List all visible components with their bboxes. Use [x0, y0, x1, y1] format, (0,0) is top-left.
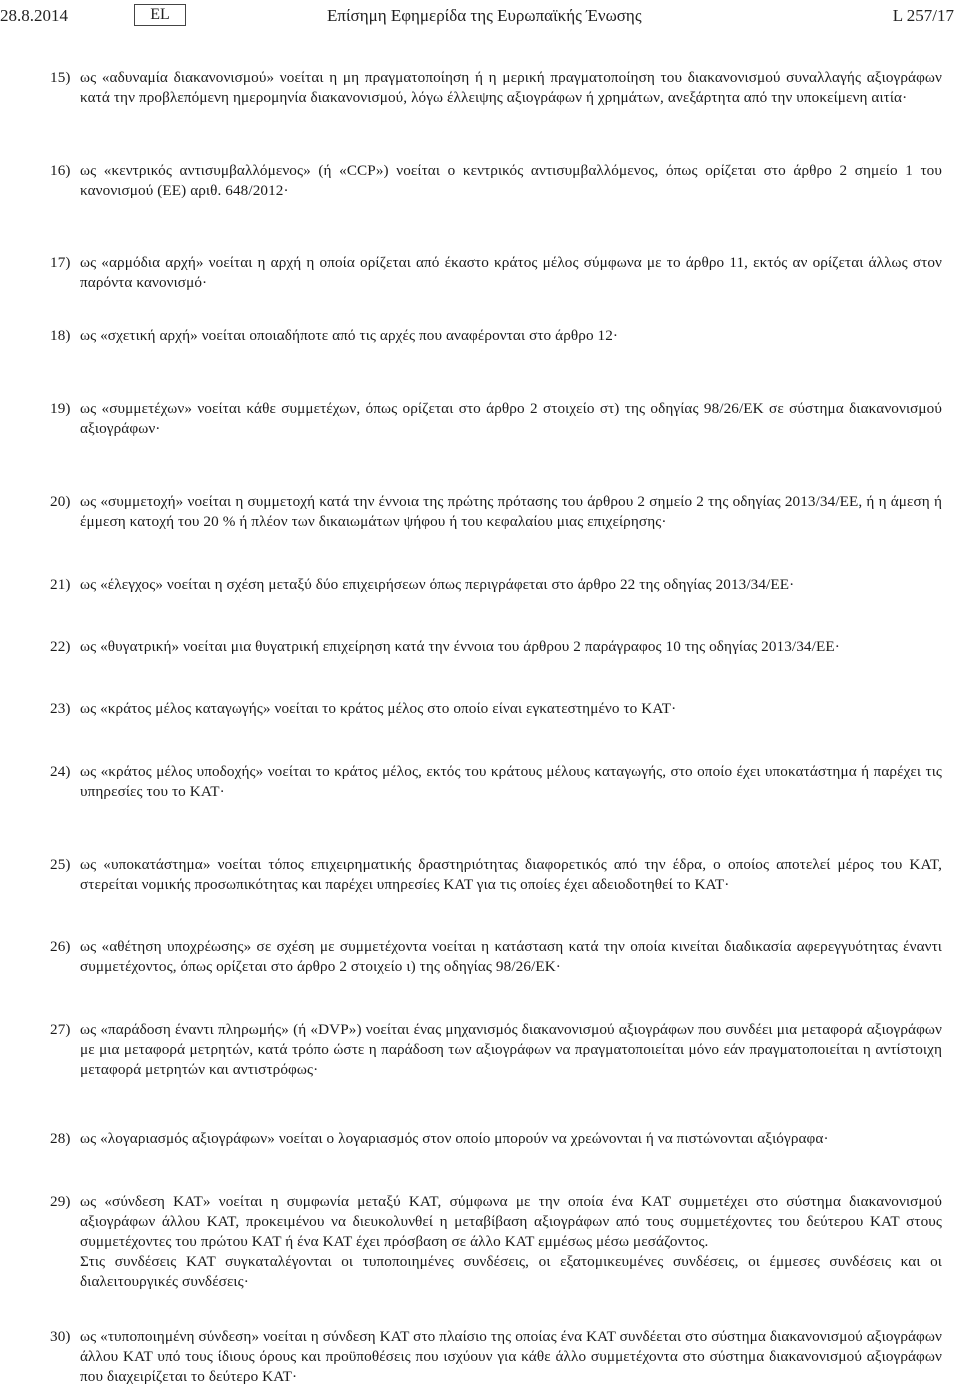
- definition-text: [80, 253, 942, 293]
- definition-number: 21): [50, 576, 71, 593]
- definition-number: 26): [50, 938, 71, 955]
- definition-item: [50, 399, 942, 439]
- definition-item: [50, 762, 942, 802]
- definition-text: [80, 326, 942, 346]
- definition-paragraph: ως «αθέτηση υποχρέωσης» σε σχέση με συμμετέχοντα νοείται η κατάσταση κατά την οποία κινείται διαδικασία αφερεγγυότητας έναντι συμμετέχοντος, όπως ορίζεται στο άρθρο 2 στοιχείο ι) της οδηγίας 98/26/ΕΚ·: [80, 938, 942, 975]
- definition-paragraph: ως «θυγατρική» νοείται μια θυγατρική επιχείρηση κατά την έννοια του άρθρου 2 παράγραφος 10 της οδηγίας 2013/34/ΕΕ·: [80, 638, 840, 655]
- definition-text: [80, 855, 942, 895]
- definition-item: [50, 161, 942, 201]
- definition-text: [80, 575, 942, 595]
- definition-text: [80, 492, 942, 532]
- publication-date: 28.8.2014: [0, 6, 68, 25]
- definition-number: 25): [50, 856, 71, 873]
- definition-item: [50, 1327, 942, 1387]
- definition-paragraph: ως «κράτος μέλος καταγωγής» νοείται το κράτος μέλος στο οποίο είναι εγκατεστημένο το ΚΑΤ·: [80, 700, 677, 717]
- definition-item: [50, 1020, 942, 1080]
- definition-text: [80, 1020, 942, 1080]
- definition-number: 24): [50, 763, 71, 780]
- definition-number: 15): [50, 69, 71, 86]
- definition-text: [80, 762, 942, 802]
- definition-number: 18): [50, 327, 71, 344]
- definition-text: [80, 1192, 942, 1292]
- definition-text: [80, 1129, 942, 1149]
- definition-paragraph: Στις συνδέσεις ΚΑΤ συγκαταλέγονται οι τυποποιημένες συνδέσεις, οι εξατομικευμένες συνδέσεις, οι έμμεσες συνδέσεις και οι διαλειτουργικές συνδέσεις·: [80, 1253, 942, 1290]
- language-badge: EL: [134, 4, 186, 26]
- definition-paragraph: ως «σχετική αρχή» νοείται οποιαδήποτε από τις αρχές που αναφέρονται στο άρθρο 12·: [80, 327, 619, 344]
- definition-paragraph: ως «τυποποιημένη σύνδεση» νοείται η σύνδεση ΚΑΤ στο πλαίσιο της οποίας ένα ΚΑΤ συνδέεται στο σύστημα διακανονισμού αξιογράφων άλλου ΚΑΤ υπό τους ίδιους όρους και προϋποθέσεις που ισχύουν για κάθε άλλο συμμετέχοντα στο σύστημα διακανονισμού αξιογράφων που διαχειρίζεται το δεύτερο ΚΑΤ·: [80, 1328, 942, 1385]
- definition-number: 17): [50, 254, 71, 271]
- definition-item: [50, 637, 942, 657]
- definition-item: [50, 937, 942, 977]
- definition-paragraph: ως «συμμετοχή» νοείται η συμμετοχή κατά την έννοια της πρώτης πρότασης του άρθρου 2 σημείο 2 της οδηγίας 2013/34/ΕΕ, ή η άμεση ή έμμεση κατοχή του 20 % ή πλέον των δικαιωμάτων ψήφου ή του κεφαλαίου μιας επιχείρησης·: [80, 493, 942, 530]
- definition-text: [80, 1327, 942, 1387]
- definition-item: [50, 326, 942, 346]
- definition-number: 19): [50, 400, 71, 417]
- definition-item: [50, 68, 942, 108]
- definition-number: 30): [50, 1328, 71, 1345]
- definition-number: 23): [50, 700, 71, 717]
- page-header: [0, 6, 960, 28]
- definition-item: [50, 253, 942, 293]
- definition-paragraph: ως «αδυναμία διακανονισμού» νοείται η μη πραγματοποίηση ή η μερική πραγματοποίηση του διακανονισμού συναλλαγής αξιογράφων κατά την προβλεπόμενη ημερομηνία διακανονισμού, λόγω έλλειψης αξιογράφων ή χρημάτων, ανεξάρτητα από την υποκείμενη αιτία·: [80, 69, 942, 106]
- definition-text: [80, 161, 942, 201]
- definition-text: [80, 68, 942, 108]
- definition-paragraph: ως «σύνδεση ΚΑΤ» νοείται η συμφωνία μεταξύ ΚΑΤ, σύμφωνα με την οποία ένα ΚΑΤ συμμετέχει στο σύστημα διακανονισμού αξιογράφων άλλου ΚΑΤ, προκειμένου να διευκολυνθεί η μεταβίβαση αξιογράφων από τους συμμετέχοντες του δεύτερου ΚΑΤ στους συμμετέχοντες του πρώτου ΚΑΤ ή ένα ΚΑΤ έχει πρόσβαση σε άλλο ΚΑΤ εμμέσως μέσω μεσάζοντος.: [80, 1193, 942, 1250]
- definition-paragraph: ως «έλεγχος» νοείται η σχέση μεταξύ δύο επιχειρήσεων όπως περιγράφεται στο άρθρο 22 της οδηγίας 2013/34/ΕΕ·: [80, 576, 795, 593]
- definition-number: 29): [50, 1193, 71, 1210]
- definition-item: [50, 575, 942, 595]
- definition-item: [50, 855, 942, 895]
- definition-number: 22): [50, 638, 71, 655]
- journal-title: Επίσημη Εφημερίδα της Ευρωπαϊκής Ένωσης: [327, 6, 642, 25]
- definition-paragraph: ως «λογαριασμός αξιογράφων» νοείται ο λογαριασμός στον οποίο μπορούν να χρεώνονται ή να πιστώνονται αξιόγραφα·: [80, 1130, 829, 1147]
- definition-paragraph: ως «αρμόδια αρχή» νοείται η αρχή η οποία ορίζεται από έκαστο κράτος μέλος σύμφωνα με το άρθρο 11, εκτός αν ορίζεται άλλως στον παρόντα κανονισμό·: [80, 254, 942, 291]
- definition-number: 20): [50, 493, 71, 510]
- definition-number: 27): [50, 1021, 71, 1038]
- definition-item: [50, 492, 942, 532]
- page-number: L 257/17: [892, 6, 954, 25]
- definition-text: [80, 399, 942, 439]
- definition-paragraph: ως «κράτος μέλος υποδοχής» νοείται το κράτος μέλος, εκτός του κράτους μέλους καταγωγής, στο οποίο έχει υποκατάστημα ή παρέχει τις υπηρεσίες του το ΚΑΤ·: [80, 763, 942, 800]
- definition-item: [50, 1129, 942, 1149]
- definition-text: [80, 699, 942, 719]
- definition-text: [80, 937, 942, 977]
- definition-paragraph: ως «παράδοση έναντι πληρωμής» (ή «DVP») νοείται ένας μηχανισμός διακανονισμού αξιογράφων που συνδέει μια μεταφορά αξιογράφων με μια μεταφορά μετρητών, κατά τρόπο ώστε η παράδοση των αξιογράφων να πραγματοποιείται μόνο εάν πραγματοποιείται η αντίστοιχη μεταφορά μετρητών και αντιστρόφως·: [80, 1021, 942, 1078]
- definition-item: [50, 1192, 942, 1292]
- definition-paragraph: ως «κεντρικός αντισυμβαλλόμενος» (ή «CCP») νοείται ο κεντρικός αντισυμβαλλόμενος, όπως ορίζεται στο άρθρο 2 σημείο 1 του κανονισμού (ΕΕ) αριθ. 648/2012·: [80, 162, 942, 199]
- definition-item: [50, 699, 942, 719]
- definition-number: 16): [50, 162, 71, 179]
- definition-paragraph: ως «συμμετέχων» νοείται κάθε συμμετέχων, όπως ορίζεται στο άρθρο 2 στοιχείο στ) της οδηγίας 98/26/ΕΚ σε σύστημα διακανονισμού αξιογράφων·: [80, 400, 942, 437]
- definition-text: [80, 637, 942, 657]
- definition-number: 28): [50, 1130, 71, 1147]
- definition-paragraph: ως «υποκατάστημα» νοείται τόπος επιχειρηματικής δραστηριότητας διαφορετικός από την έδρα, ο οποίος αποτελεί μέρος του ΚΑΤ, στερείται νομικής προσωπικότητας και παρέχει υπηρεσίες ΚΑΤ για τις οποίες έχει αδειοδοτηθεί το ΚΑΤ·: [80, 856, 942, 893]
